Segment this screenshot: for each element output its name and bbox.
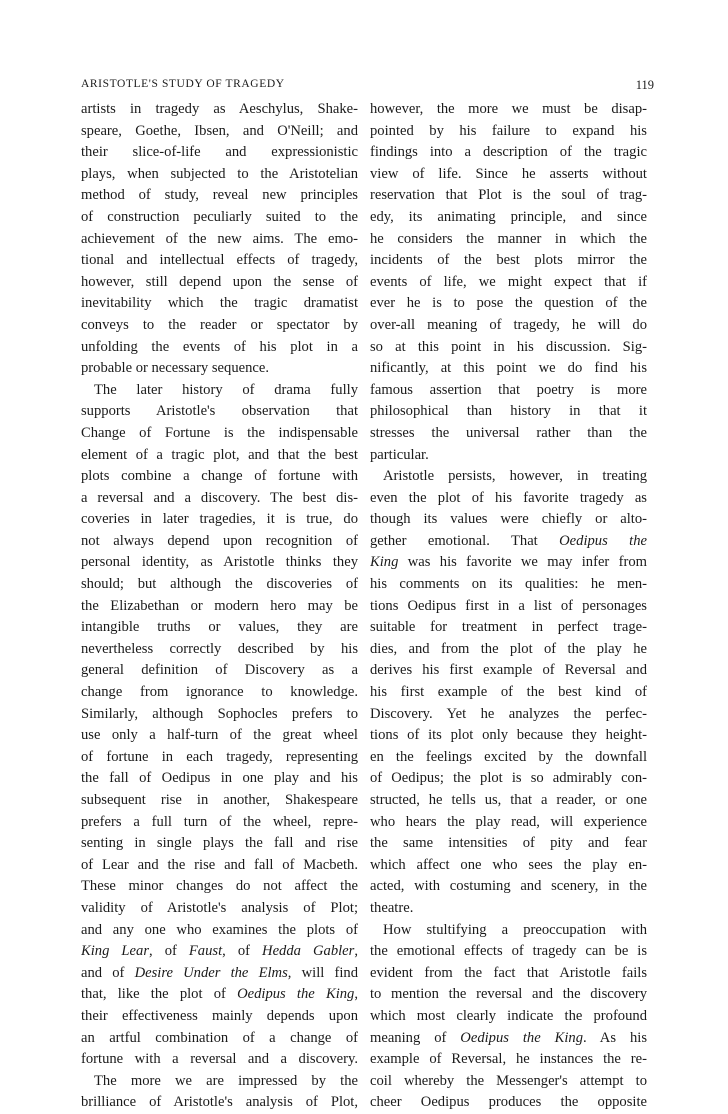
text-segment: who hears the play read, will experience — [370, 813, 647, 830]
text-line — [81, 704, 358, 726]
text-line — [81, 984, 358, 1006]
text-segment: , of — [149, 943, 189, 960]
text-line — [370, 380, 647, 402]
text-segment: should; but although the discoveries of — [81, 576, 358, 593]
text-segment: reservation that Plot is the soul of trag- — [370, 187, 647, 204]
text-segment: , — [354, 986, 358, 1003]
left-column — [81, 99, 358, 1114]
text-segment: nificantly, at this point we do find his — [370, 360, 647, 377]
text-segment: intangible truths or values, they are — [81, 619, 358, 636]
text-line — [81, 812, 358, 834]
text-segment: his comments on its qualities: he men- — [370, 576, 647, 593]
text-segment: validity of Aristotle's analysis of Plot; — [81, 899, 358, 916]
text-segment: theatre. — [370, 899, 414, 916]
text-line — [81, 574, 358, 596]
text-segment: not always depend upon recognition of — [81, 532, 358, 549]
text-line — [81, 401, 358, 423]
text-segment: the fall of Oedipus in one play and his — [81, 770, 358, 787]
text-segment: even the plot of his favorite tragedy as — [370, 489, 647, 506]
text-line — [370, 142, 647, 164]
text-line — [370, 1071, 647, 1093]
text-line — [81, 1006, 358, 1028]
text-segment: however, still depend upon the sense of — [81, 273, 358, 290]
text-line — [81, 466, 358, 488]
text-line — [81, 941, 358, 963]
text-segment: ever he is to pose the question of the — [370, 295, 647, 312]
text-line — [370, 164, 647, 186]
text-segment: probable or necessary sequence. — [81, 360, 270, 377]
text-line — [370, 401, 647, 423]
text-segment: of fortune in each tragedy, representing — [81, 748, 358, 765]
text-line — [81, 660, 358, 682]
text-line — [370, 725, 647, 747]
text-segment: Aristotle persists, however, in treating — [383, 468, 647, 485]
text-segment: coveries in later tragedies, it is true, do — [81, 511, 358, 528]
text-segment: which most clearly indicate the profound — [370, 1007, 647, 1024]
text-line — [370, 423, 647, 445]
text-segment: particular. — [370, 446, 429, 463]
italic-title: King Lear — [81, 943, 149, 960]
text-line — [81, 725, 358, 747]
text-segment: over-all meaning of tragedy, he will do — [370, 316, 647, 333]
text-segment: an artful combination of a change of — [81, 1029, 358, 1046]
text-line — [370, 704, 647, 726]
text-line — [81, 121, 358, 143]
text-line — [370, 315, 647, 337]
text-line — [81, 617, 358, 639]
text-line — [370, 531, 647, 553]
text-line — [81, 596, 358, 618]
text-line — [370, 229, 647, 251]
text-line — [81, 747, 358, 769]
text-segment: the emotional effects of tragedy can be is — [370, 943, 647, 960]
text-line — [370, 639, 647, 661]
text-segment: view of life. Since he asserts without — [370, 165, 647, 182]
text-line — [370, 509, 647, 531]
text-line — [370, 99, 647, 121]
text-line — [81, 682, 358, 704]
text-segment: which affect one who sees the play en- — [370, 856, 647, 873]
running-head — [81, 78, 654, 96]
text-segment: The more we are impressed by the — [94, 1072, 358, 1089]
italic-title: Desire Under the Elms — [134, 964, 288, 981]
running-title: ARISTOTLE'S STUDY OF TRAGEDY — [81, 78, 285, 90]
text-line — [81, 790, 358, 812]
right-column — [370, 99, 647, 1114]
text-segment: The later history of drama fully — [94, 381, 358, 398]
italic-title: Oedipus the — [559, 532, 647, 549]
text-segment: tions Oedipus first in a list of personages — [370, 597, 647, 614]
text-segment: gether emotional. That — [370, 532, 560, 549]
text-segment: prefers a full turn of the wheel, repre- — [81, 813, 358, 830]
text-line — [370, 855, 647, 877]
text-line — [81, 293, 358, 315]
text-line — [370, 1006, 647, 1028]
text-line — [370, 358, 647, 380]
text-line — [81, 250, 358, 272]
text-segment: plays, when subjected to the Aristotelian — [81, 165, 358, 182]
text-segment: , — [354, 943, 358, 960]
text-segment: artists in tragedy as Aeschylus, Shake- — [81, 101, 358, 117]
text-line — [81, 963, 358, 985]
text-line — [81, 99, 358, 121]
text-segment: element of a tragic plot, and that the best — [81, 446, 358, 463]
italic-title: King — [370, 554, 399, 571]
text-segment: incidents of the best plots mirror the — [370, 252, 647, 269]
text-segment: conveys to the reader or spectator by — [81, 316, 358, 333]
text-segment: dies, and from the plot of the play he — [370, 640, 647, 657]
text-line — [370, 660, 647, 682]
text-line — [81, 898, 358, 920]
text-segment: use only a half-turn of the great wheel — [81, 727, 358, 744]
text-segment: edy, its animating principle, and since — [370, 208, 647, 225]
text-segment: Discovery. Yet he analyzes the perfec- — [370, 705, 647, 722]
text-segment: he considers the manner in which the — [370, 230, 647, 247]
text-line — [370, 682, 647, 704]
text-segment: however, the more we must be disap- — [370, 101, 647, 117]
text-segment: personal identity, as Aristotle thinks they — [81, 554, 358, 571]
text-segment: nevertheless correctly described by his — [81, 640, 358, 657]
text-segment: senting in single plays the fall and rise — [81, 835, 358, 852]
text-segment: events of life, we might expect that if — [370, 273, 647, 290]
text-line — [370, 941, 647, 963]
text-line — [370, 833, 647, 855]
text-segment: , of — [222, 943, 263, 960]
text-line — [81, 1028, 358, 1050]
italic-title: Oedipus the King — [460, 1029, 584, 1046]
text-line — [81, 531, 358, 553]
text-segment: unfolding the events of his plot in a — [81, 338, 358, 355]
text-line — [370, 963, 647, 985]
text-segment: so at this point in his discussion. Sig- — [370, 338, 647, 355]
text-segment: achievement of the new aims. The emo- — [81, 230, 358, 247]
text-line — [81, 164, 358, 186]
text-segment: the same intensities of pity and fear — [370, 835, 647, 852]
text-segment: and any one who examines the plots of — [81, 921, 358, 938]
text-segment: evident from the fact that Aristotle fails — [370, 964, 647, 981]
text-line — [81, 876, 358, 898]
text-line — [81, 445, 358, 467]
text-line — [81, 920, 358, 942]
text-line — [370, 207, 647, 229]
text-segment: . As his — [583, 1029, 647, 1046]
text-line — [370, 466, 647, 488]
text-line — [81, 337, 358, 359]
text-segment: tions of its plot only because they height- — [370, 727, 647, 744]
text-line — [81, 855, 358, 877]
text-segment: pointed by his failure to expand his — [370, 122, 647, 139]
text-segment: method of study, reveal new principles — [81, 187, 358, 204]
text-line — [370, 1049, 647, 1071]
text-segment: plots combine a change of fortune with — [81, 468, 358, 485]
text-line — [370, 337, 647, 359]
text-line — [370, 617, 647, 639]
text-line — [370, 920, 647, 942]
text-line — [81, 1092, 358, 1114]
text-segment: of Lear and the rise and fall of Macbeth. — [81, 856, 358, 873]
text-line — [81, 185, 358, 207]
text-segment: example of Reversal, he instances the re- — [370, 1051, 647, 1068]
text-segment: inevitability which the tragic dramatist — [81, 295, 358, 312]
text-segment: acted, with costuming and scenery, in the — [370, 878, 647, 895]
text-line — [81, 552, 358, 574]
text-segment: coil whereby the Messenger's attempt to — [370, 1072, 647, 1089]
text-line — [370, 552, 647, 574]
text-line — [370, 250, 647, 272]
text-line — [81, 272, 358, 294]
text-line — [370, 1092, 647, 1114]
text-line — [370, 984, 647, 1006]
text-line — [370, 1028, 647, 1050]
text-segment: structed, he tells us, that a reader, or one — [370, 792, 647, 808]
text-segment: his first example of the best kind of — [370, 684, 647, 701]
text-segment: the Elizabethan or modern hero may be — [81, 597, 358, 614]
text-line — [370, 488, 647, 510]
text-line — [370, 768, 647, 790]
text-line — [81, 488, 358, 510]
text-line — [81, 380, 358, 402]
text-line — [370, 574, 647, 596]
text-segment: subsequent rise in another, Shakespeare — [81, 792, 358, 808]
text-line — [81, 358, 358, 380]
text-segment: their slice-of-life and expressionistic — [81, 144, 358, 161]
italic-title: Faust — [188, 943, 223, 960]
text-segment: brilliance of Aristotle's analysis of Plot, — [81, 1094, 358, 1111]
text-segment: was his favorite we may infer from — [398, 554, 647, 571]
text-segment: stresses the universal rather than the — [370, 424, 647, 441]
text-segment: cheer Oedipus produces the opposite — [370, 1094, 647, 1111]
text-segment: How stultifying a preoccupation with — [383, 921, 647, 938]
text-line — [370, 898, 647, 920]
italic-title: Hedda Gabler — [262, 943, 355, 960]
text-segment: derives his first example of Reversal and — [370, 662, 647, 679]
text-segment: speare, Goethe, Ibsen, and O'Neill; and — [81, 122, 358, 139]
text-line — [81, 142, 358, 164]
text-line — [81, 509, 358, 531]
text-line — [81, 768, 358, 790]
text-line — [81, 423, 358, 445]
text-segment: suitable for treatment in perfect trage- — [370, 619, 647, 636]
text-line — [370, 790, 647, 812]
text-segment: Similarly, although Sophocles prefers to — [81, 705, 358, 722]
text-segment: though its values were chiefly or alto- — [370, 511, 647, 528]
text-line — [81, 315, 358, 337]
text-segment: , will find — [287, 964, 358, 981]
text-line — [81, 207, 358, 229]
text-segment: a reversal and a discovery. The best dis- — [81, 489, 358, 506]
text-line — [370, 812, 647, 834]
text-segment: Change of Fortune is the indispensable — [81, 424, 358, 441]
text-line — [370, 596, 647, 618]
text-segment: famous assertion that poetry is more — [370, 381, 647, 398]
text-segment: and of — [81, 964, 135, 981]
text-line — [81, 229, 358, 251]
text-segment: tional and intellectual effects of tragedy, — [81, 252, 358, 269]
text-line — [81, 639, 358, 661]
text-segment: en the feelings excited by the downfall — [370, 748, 647, 765]
text-line — [370, 876, 647, 898]
text-line — [370, 272, 647, 294]
text-segment: that, like the plot of — [81, 986, 238, 1003]
text-segment: their effectiveness mainly depends upon — [81, 1007, 358, 1024]
text-segment: of Oedipus; the plot is so admirably con- — [370, 770, 647, 787]
text-line — [81, 1071, 358, 1093]
text-segment: meaning of — [370, 1029, 461, 1046]
text-segment: findings into a description of the tragic — [370, 144, 647, 161]
page-number: 119 — [635, 78, 654, 92]
text-line — [81, 1049, 358, 1071]
text-line — [370, 445, 647, 467]
text-line — [370, 293, 647, 315]
text-segment: philosophical than history in that it — [370, 403, 647, 420]
text-segment: These minor changes do not affect the — [81, 878, 358, 895]
text-segment: supports Aristotle's observation that — [81, 403, 358, 420]
text-segment: of construction peculiarly suited to the — [81, 208, 358, 225]
text-segment: fortune with a reversal and a discovery. — [81, 1051, 358, 1068]
text-line — [81, 833, 358, 855]
text-line — [370, 747, 647, 769]
text-segment: to mention the reversal and the discovery — [370, 986, 647, 1003]
text-line — [370, 121, 647, 143]
italic-title: Oedipus the King — [237, 986, 355, 1003]
text-segment: general definition of Discovery as a — [81, 662, 358, 679]
text-segment: change from ignorance to knowledge. — [81, 684, 358, 701]
text-line — [370, 185, 647, 207]
